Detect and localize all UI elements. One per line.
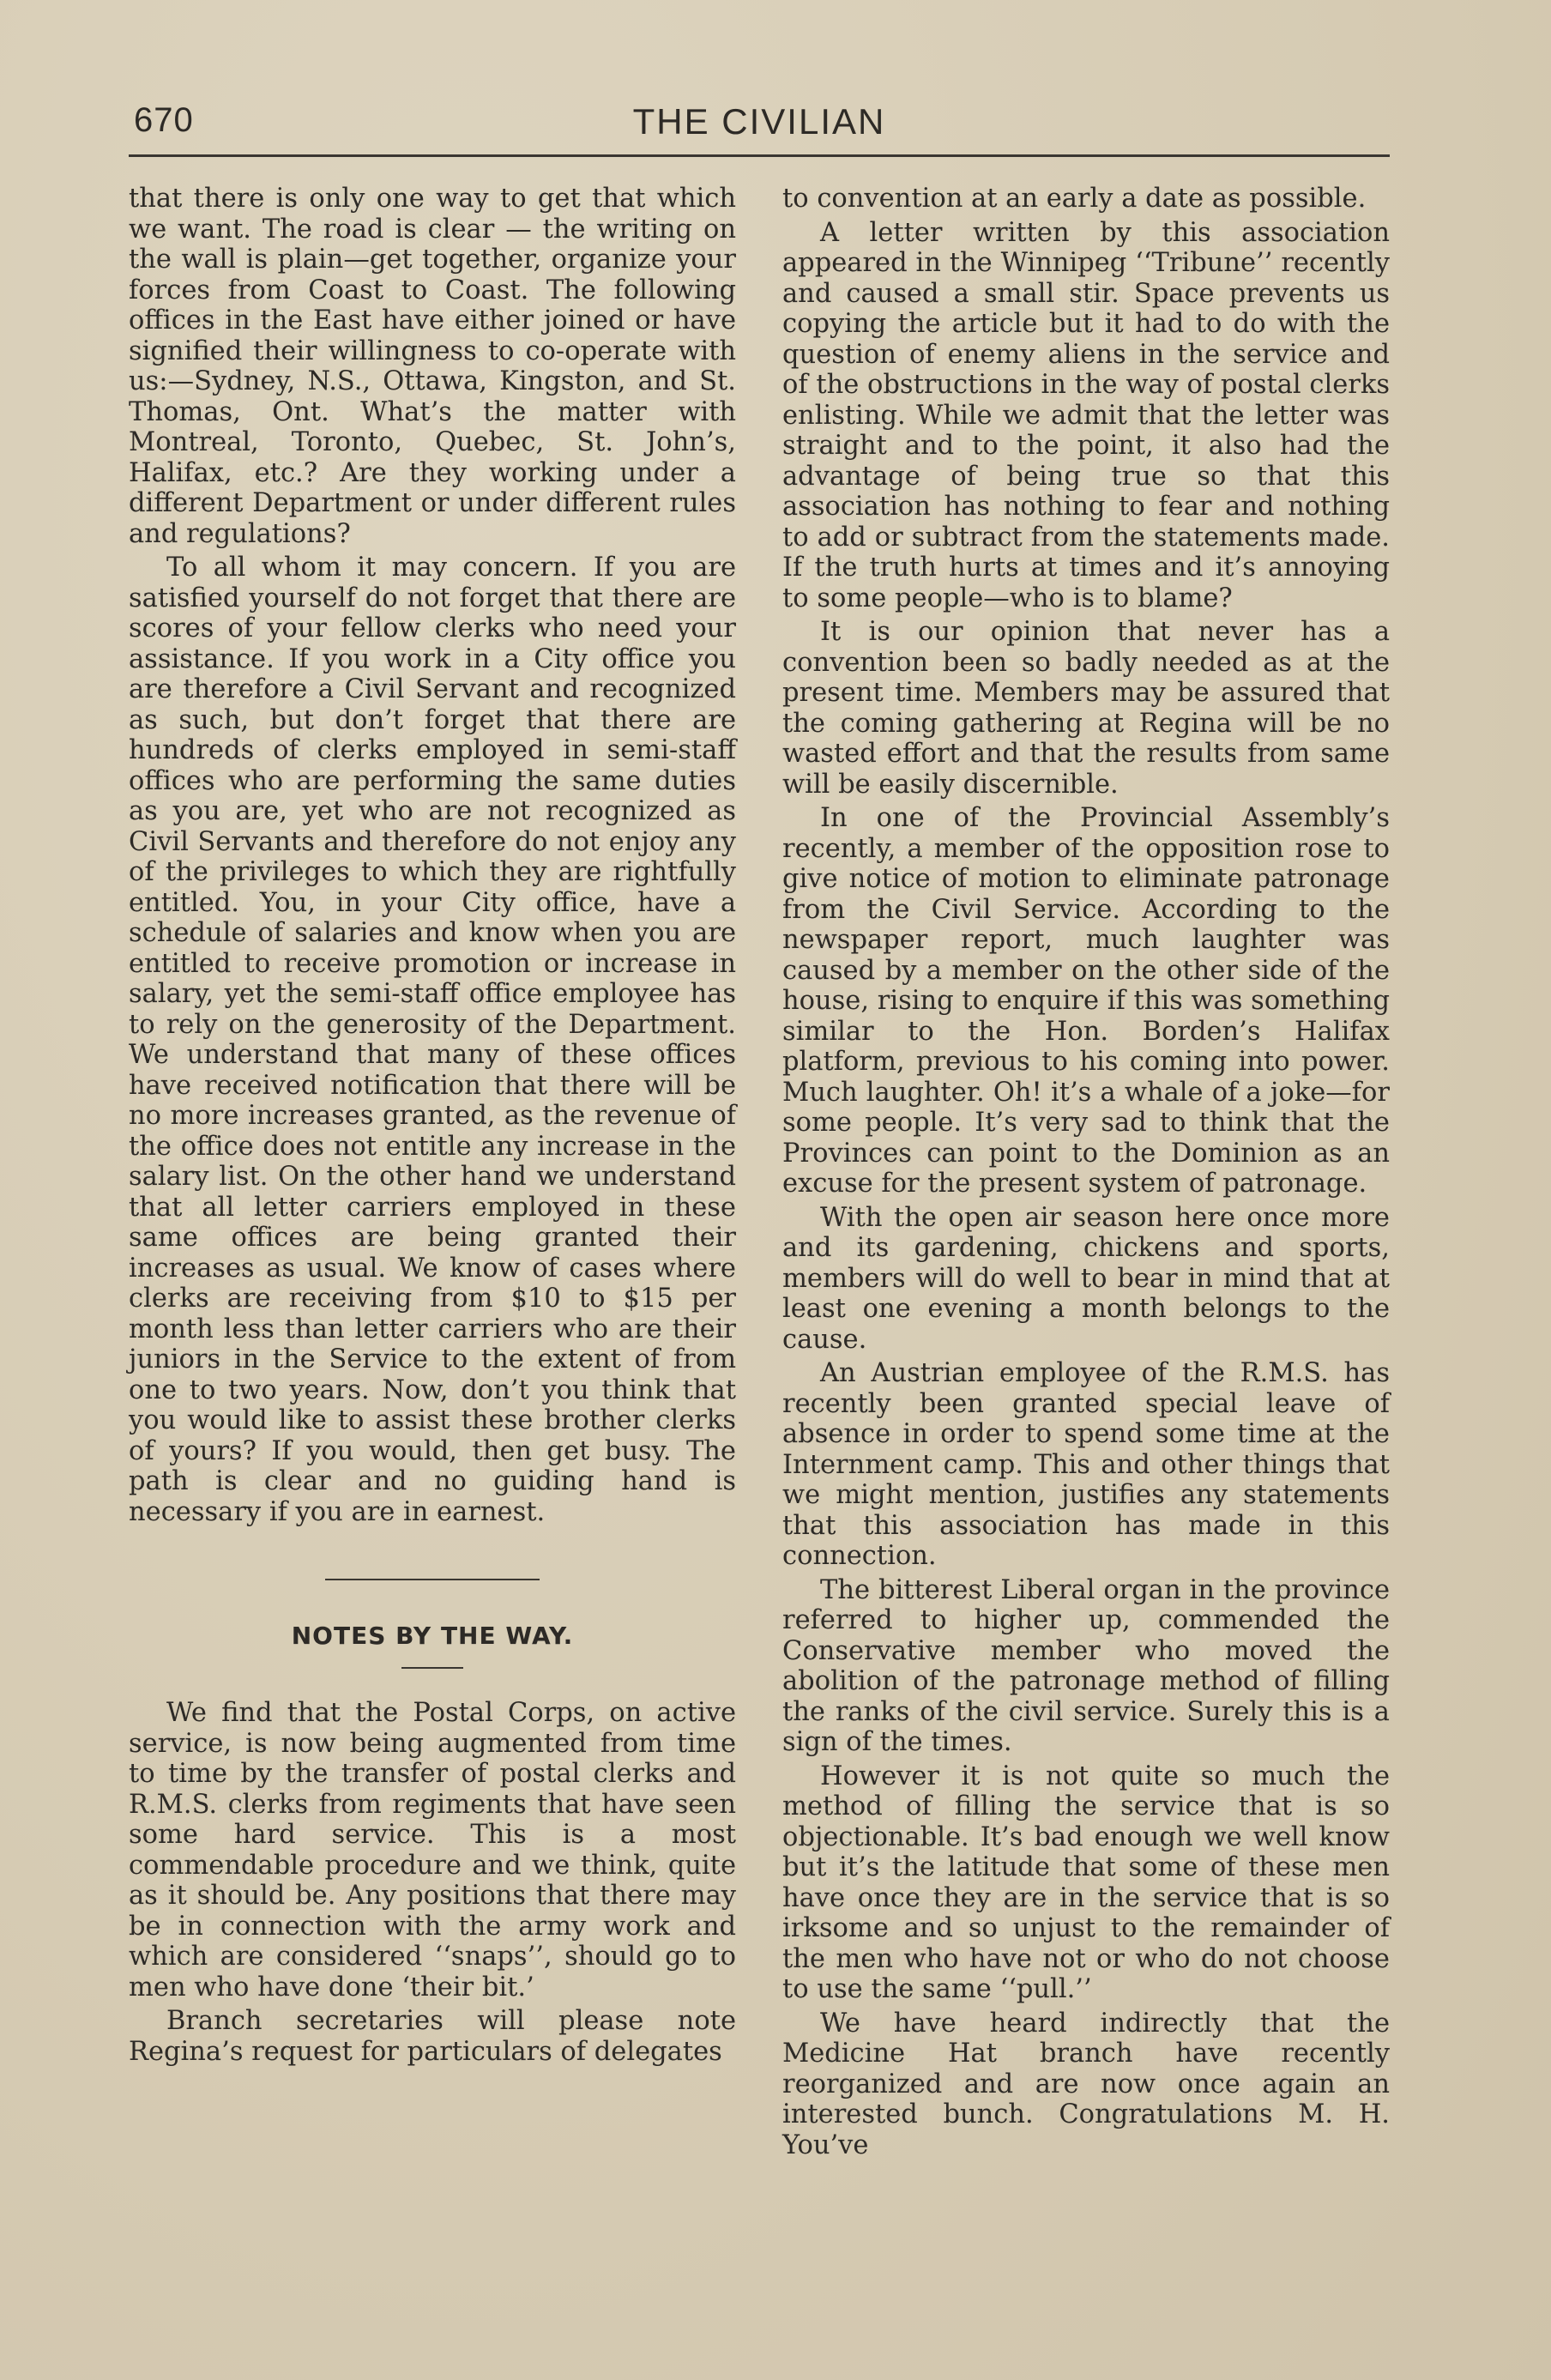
page-header [129,94,1390,157]
running-title: THE CIVILIAN [632,101,886,142]
paragraph: However it is not quite so much the method of filling the service that is so objectionable. It’s bad enough we well know but it’s the latitude that some of these men have once they are in the service that is so irksome and so unjust to the remainder of the men who have not or who do not choose to use the same ‘‘pull.’’ [782,1761,1390,2004]
section-heading: NOTES BY THE WAY. [291,1622,574,1650]
paragraph: We have heard indirectly that the Medicine Hat branch have recently reorganized and are now once again an interested bunch. Congratulations M. H. You’ve [782,2008,1390,2160]
paragraph: With the open air season here once more and its gardening, chickens and sports, members will do well to bear in mind that at least one evening a month belongs to the cause. [782,1202,1390,1355]
paragraph: It is our opinion that never has a convention been so badly needed as at the present time. Members may be assured that the coming gathering at Regina will be no wasted effort and that the results from same will be easily discernible. [782,617,1390,800]
paragraph: to convention at an early a date as possible. [782,184,1367,214]
paragraph: that there is only one way to get that which we want. The road is clear — the writing on the wall is plain—get together, organize your forces from Coast to Coast. The following offices in the East have either joined or have signified their willingness to co-operate with us:—Sydney, N.S., Ottawa, Kingston, and St. Thomas, Ont. What’s the matter with Montreal, Toronto, Quebec, St. John’s, Halifax, etc.? Are they working under a different Department or under different rules and regulations? [129,184,736,549]
page-number: 670 [134,101,194,139]
section-divider [325,1579,540,1580]
left-column [129,184,736,2164]
article-columns [129,184,1390,2164]
paragraph: The bitterest Liberal organ in the province referred to higher up, commended the Conservative member who moved the abolition of the patronage method of filling the ranks of the civil service. Surely this is a sign of the times. [782,1574,1390,1757]
paragraph: To all whom it may concern. If you are satisfied yourself do not forget that there are scores of your fellow clerks who need your assistance. If you work in a City office you are therefore a Civil Servant and recognized as such, but don’t forget that there are hundreds of clerks employed in semi-staff offices who are performing the same duties as you are, yet who are not recognized as Civil Servants and therefore do not enjoy any of the privileges to which they are rightfully entitled. You, in your City office, have a schedule of salaries and know when you are entitled to receive promotion or increase in salary, yet the semi-staff office employee has to rely on the generosity of the Department. We understand that many of these offices have received notification that there will be no more increases granted, as the revenue of the office does not entitle any increase in the salary list. On the other hand we understand that all letter carriers employed in these same offices are being granted their increases as usual. We know of cases where clerks are receiving from $10 to $15 per month less than letter carriers who are their juniors in the Service to the extent of from one to two years. Now, don’t you think that you would like to assist these brother clerks of yours? If you would, then get busy. The path is clear and no guiding hand is necessary if you are in earnest. [129,553,736,1527]
paragraph: We find that the Postal Corps, on active service, is now being augmented from time to time by the transfer of postal clerks and R.M.S. clerks from regiments that have seen some hard service. This is a most commendable procedure and we think, quite as it should be. Any positions that there may be in connection with the army work and which are considered ‘‘snaps’’, should go to men who have done ‘their bit.’ [129,1698,736,2002]
right-column [782,184,1390,2164]
page [129,94,1390,2308]
paragraph: An Austrian employee of the R.M.S. has recently been granted special leave of absence in order to spend some time at the Internment camp. This and other things that we might mention, justifies any statements that this association has made in this connection. [782,1358,1390,1571]
paragraph: In one of the Provincial Assembly’s recently, a member of the opposition rose to give notice of motion to eliminate patronage from the Civil Service. According to the newspaper report, much laughter was caused by a member on the other side of the house, rising to enquire if this was something similar to the Hon. Borden’s Halifax platform, previous to his coming into power. Much laughter. Oh! it’s a whale of a joke—for some people. It’s very sad to think that the Provinces can point to the Dominion as an excuse for the present system of patronage. [782,803,1390,1199]
heading-rule [401,1667,463,1669]
paragraph: A letter written by this association appeared in the Winnipeg ‘‘Tribune’’ recently and caused a small stir. Space prevents us copying the article but it had to do with the question of enemy aliens in the service and of the obstructions in the way of postal clerks enlisting. While we admit that the letter was straight and to the point, it also had the advantage of being true so that this association has nothing to fear and nothing to add or subtract from the statements made. If the truth hurts at times and it’s annoying to some people—who is to blame? [782,217,1390,613]
paragraph: Branch secretaries will please note Regina’s request for particulars of delegates [129,2006,736,2067]
